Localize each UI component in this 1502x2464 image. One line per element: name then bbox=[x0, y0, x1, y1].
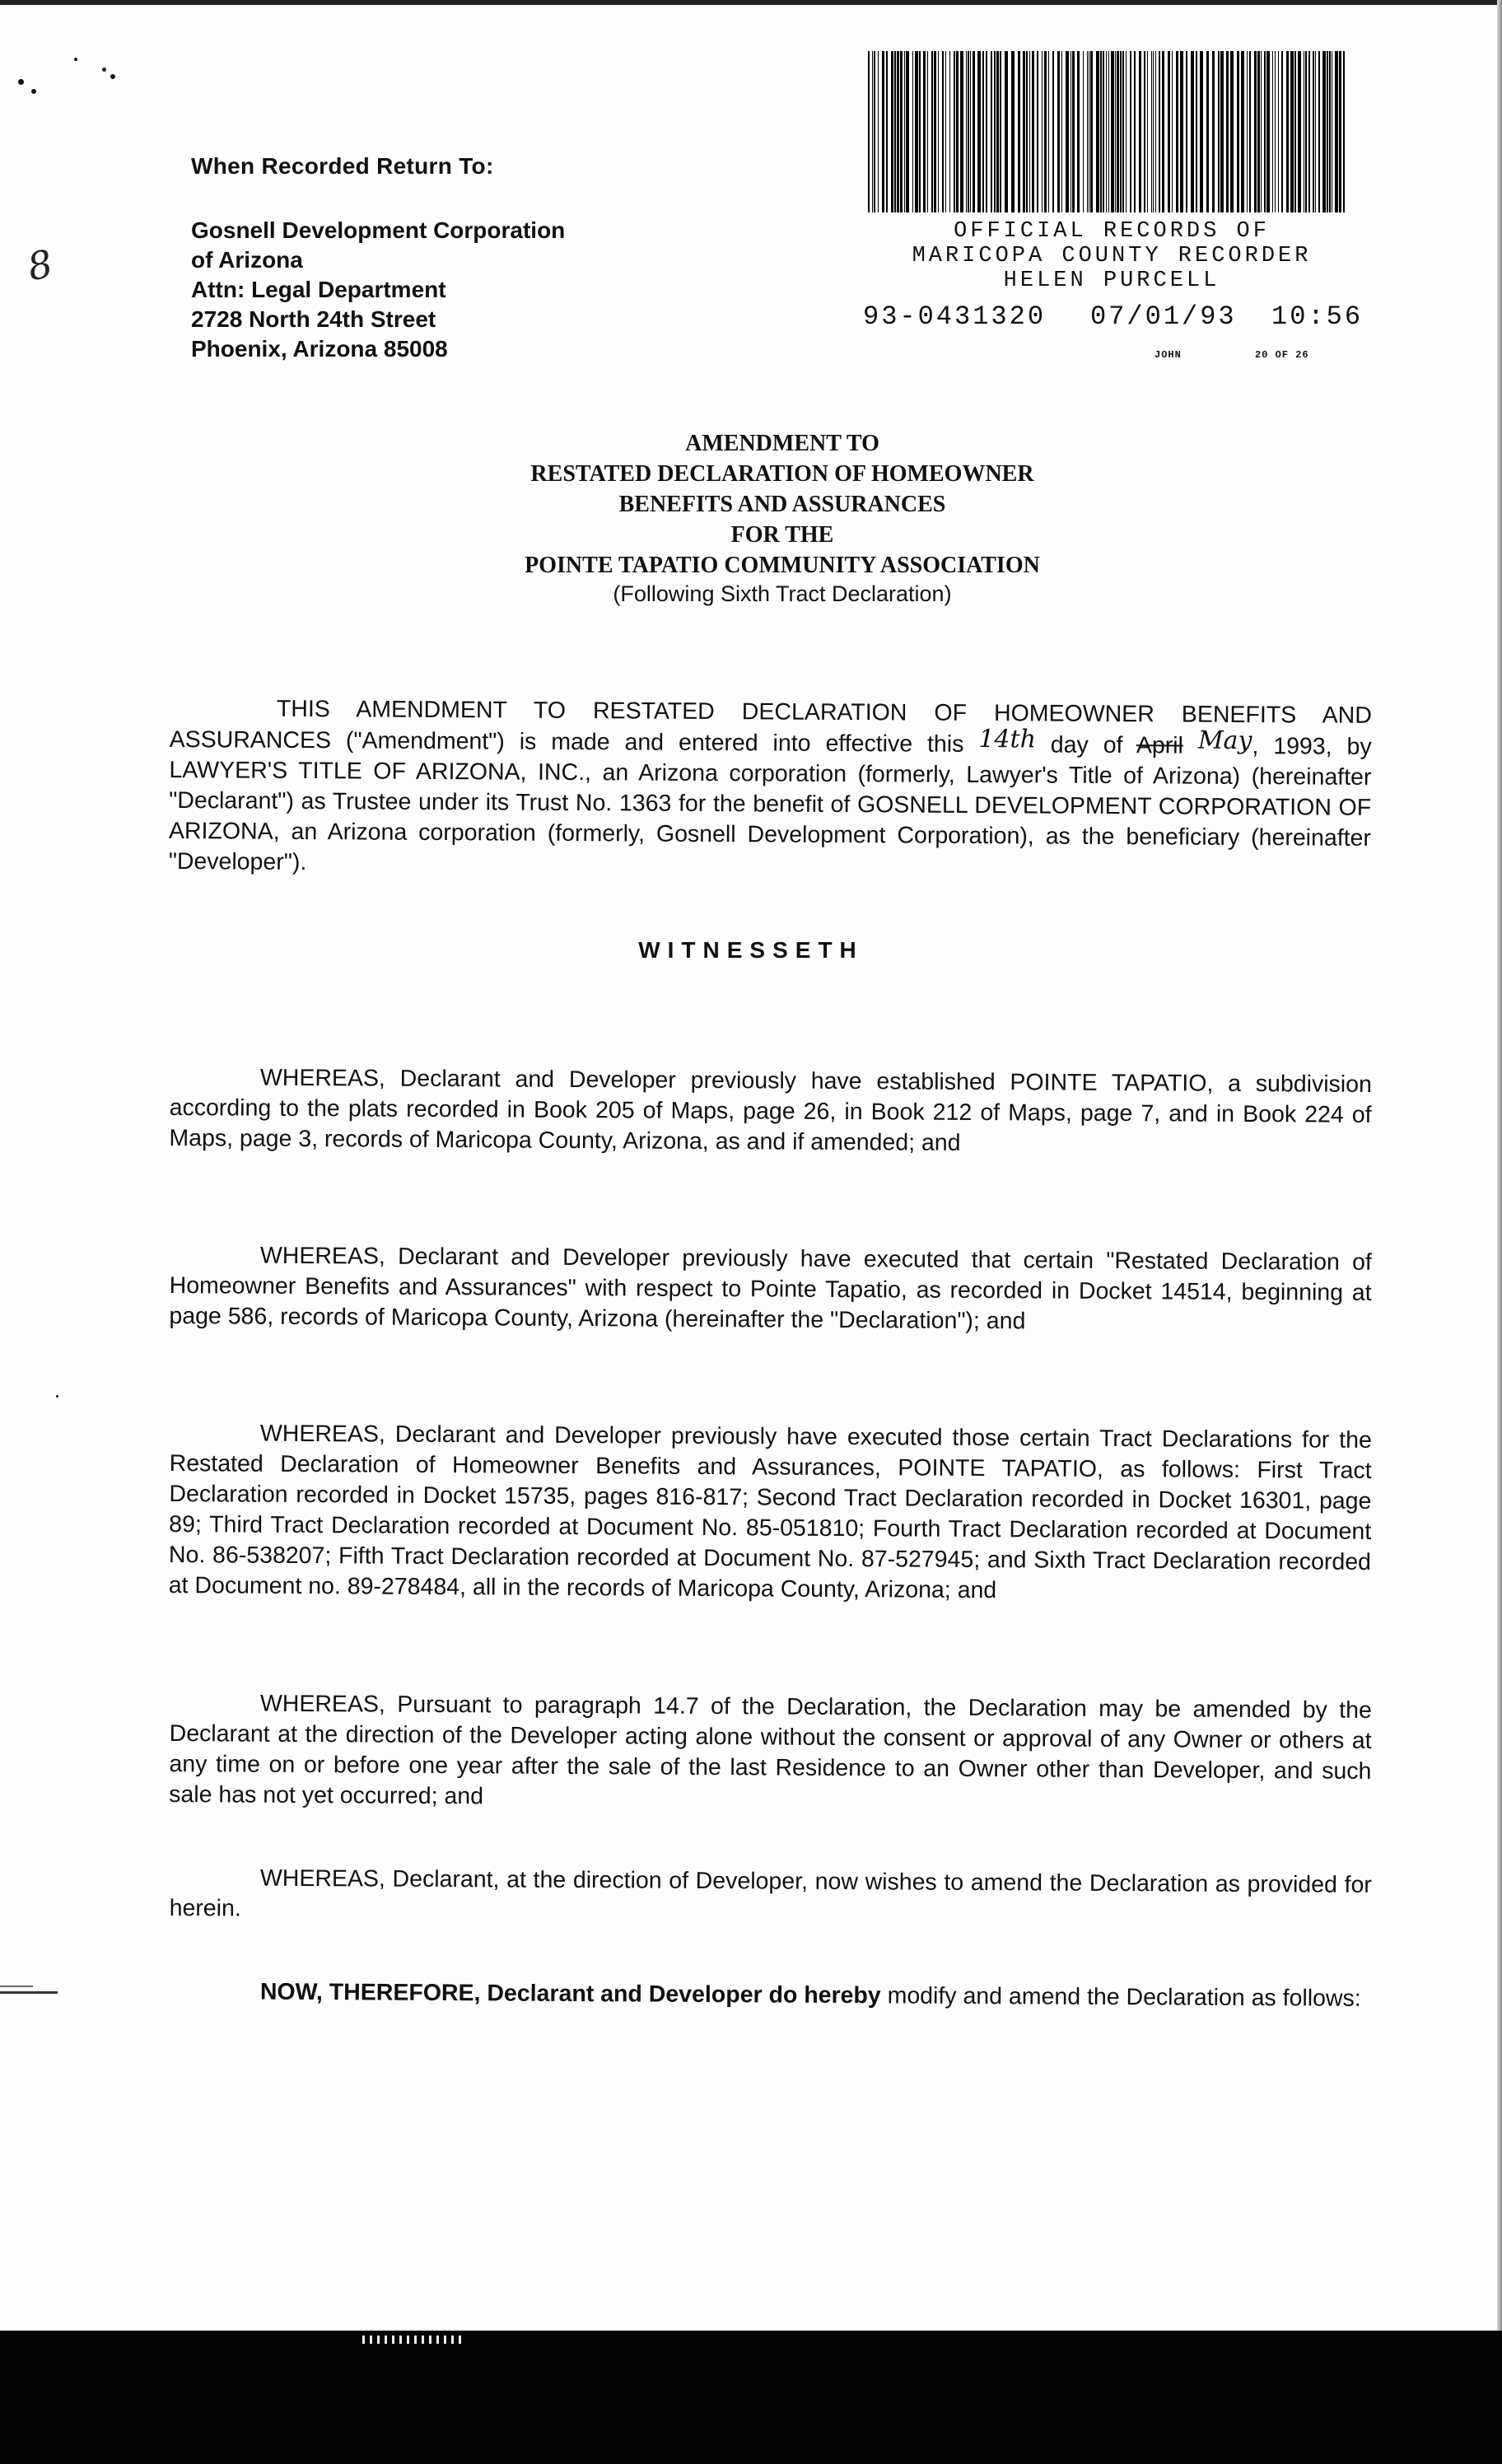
barcode-bar bbox=[886, 51, 888, 212]
barcode-bar bbox=[966, 51, 967, 212]
page-count: 20 OF 26 bbox=[1255, 349, 1309, 361]
barcode-bar bbox=[1281, 51, 1283, 212]
barcode-bar bbox=[1264, 51, 1266, 212]
barcode-bar bbox=[973, 51, 975, 212]
whereas-paragraph bbox=[169, 1240, 1372, 1339]
recorder-line: OFFICIAL RECORDS OF bbox=[954, 219, 1270, 244]
now-therefore-paragraph bbox=[170, 1976, 1372, 2014]
barcode-bar bbox=[1000, 51, 1001, 212]
title-line: POINTE TAPATIO COMMUNITY ASSOCIATION bbox=[525, 553, 1040, 578]
barcode-bar bbox=[874, 51, 875, 212]
barcode-bar bbox=[1032, 51, 1034, 212]
barcode-bar bbox=[1249, 51, 1251, 212]
barcode-bar bbox=[954, 51, 955, 212]
barcode-bar bbox=[1048, 51, 1049, 212]
barcode-bar bbox=[1134, 51, 1136, 212]
barcode-bar bbox=[1155, 51, 1156, 212]
barcode-bar bbox=[1191, 51, 1194, 212]
title-line: AMENDMENT TO bbox=[685, 431, 879, 456]
title-line: BENEFITS AND ASSURANCES bbox=[618, 492, 946, 517]
scan-speck bbox=[74, 58, 77, 61]
barcode-bar bbox=[1061, 51, 1062, 212]
barcode-bar bbox=[1108, 51, 1109, 212]
document-subtitle: (Following Sixth Tract Declaration) bbox=[613, 581, 952, 606]
barcode-bar bbox=[1052, 51, 1054, 212]
barcode bbox=[865, 51, 1350, 212]
barcode-bar bbox=[1200, 51, 1203, 212]
barcode-bar bbox=[1044, 51, 1047, 212]
barcode-bar bbox=[970, 51, 971, 212]
return-address-line: of Arizona bbox=[191, 247, 303, 273]
title-line: RESTATED DECLARATION OF HOMEOWNER bbox=[530, 461, 1034, 487]
barcode-bar bbox=[1005, 51, 1008, 212]
barcode-bar bbox=[894, 51, 896, 212]
barcode-bar bbox=[872, 51, 873, 212]
title-line: FOR THE bbox=[730, 522, 834, 548]
barcode-bar bbox=[1329, 51, 1331, 212]
barcode-bar bbox=[1261, 51, 1262, 212]
whereas-text: WHEREAS, Declarant and Developer previously have executed those certain Tract Declarations for the Restated Declaration of Homeowner Benefits and Assurances, POINTE TAPATIO, as follows: First Tract Declaration recorded in Docket 15735, pages 816-817; Second Tract Declaration recorded in Docket 16301, page 89; Third Tract Declaration recorded at Document No. 85-051810; Fourth Tract Declaration recorded at Document No. 86-538207; Fifth Tract Declaration recorded at Document No. 87-527945; and Sixth Tract Declaration recorded at Document no. 89-278484, all in the records of Maricopa County, Arizona; and bbox=[168, 1420, 1372, 1604]
recorder-stamp bbox=[856, 219, 1367, 293]
barcode-bar bbox=[1322, 51, 1326, 212]
scan-speck bbox=[110, 74, 115, 79]
barcode-bar bbox=[1087, 51, 1088, 212]
return-address-line: Gosnell Development Corporation bbox=[191, 217, 566, 243]
barcode-bar bbox=[1120, 51, 1122, 212]
document-title bbox=[329, 428, 1235, 581]
barcode-bar bbox=[912, 51, 913, 212]
barcode-bar bbox=[1162, 51, 1164, 212]
barcode-bar bbox=[1318, 51, 1320, 212]
barcode-bar bbox=[923, 51, 926, 212]
scan-top-edge bbox=[0, 0, 1502, 5]
barcode-bar bbox=[949, 51, 950, 212]
whereas-paragraph bbox=[169, 1062, 1372, 1161]
return-address bbox=[191, 216, 565, 364]
barcode-bar bbox=[1218, 51, 1220, 212]
scan-margin-mark bbox=[0, 1991, 58, 1994]
barcode-bar bbox=[900, 51, 903, 212]
barcode-bar bbox=[1106, 51, 1107, 212]
barcode-bar bbox=[1066, 51, 1069, 212]
margin-handwritten-note: 8 bbox=[23, 240, 57, 290]
barcode-bar bbox=[1230, 51, 1234, 212]
recording-date: 07/01/93 bbox=[1090, 301, 1237, 332]
whereas-text: WHEREAS, Pursuant to paragraph 14.7 of the Declaration, the Declaration may be amended by the Declarant at the direction of the Developer acting alone without the consent or approval of any Owner or others at any time on or before one year after the sale of the last Residence to an Owner other than Developer, and such sale has not yet occurred; and bbox=[169, 1690, 1372, 1810]
barcode-bar bbox=[945, 51, 946, 212]
scan-speck bbox=[56, 1395, 58, 1398]
barcode-bar bbox=[1130, 51, 1131, 212]
barcode-bar bbox=[1180, 51, 1183, 212]
barcode-bar bbox=[1029, 51, 1030, 212]
barcode-bar bbox=[931, 51, 933, 212]
intro-text: THIS AMENDMENT TO RESTATED DECLARATION OF HOMEOWNER BENEFITS AND ASSURANCES ("Amendment") is made and entered into effective this bbox=[169, 695, 1372, 758]
barcode-bar bbox=[882, 51, 884, 212]
recorder-clerk: JOHN bbox=[1154, 349, 1182, 361]
barcode-bar bbox=[1151, 51, 1152, 212]
barcode-bar bbox=[1305, 51, 1307, 212]
barcode-bar bbox=[1096, 51, 1099, 212]
witnesseth-heading: WITNESSETH bbox=[638, 937, 864, 963]
barcode-bar bbox=[1308, 51, 1310, 212]
barcode-bar bbox=[1339, 51, 1341, 212]
barcode-bar bbox=[1266, 51, 1270, 212]
barcode-bar bbox=[1327, 51, 1328, 212]
barcode-bar bbox=[982, 51, 984, 212]
now-therefore-text: modify and amend the Declaration as follows: bbox=[880, 1982, 1361, 2012]
barcode-bar bbox=[1237, 51, 1239, 212]
return-address-line: Phoenix, Arizona 85008 bbox=[191, 336, 448, 362]
whereas-paragraph bbox=[170, 1863, 1372, 1931]
barcode-bar bbox=[1159, 51, 1160, 212]
intro-text: , 1993, by LAWYER'S TITLE OF ARIZONA, INC., an Arizona corporation (formerly, Lawyer's Title of Arizona) (hereinafter "Declarant") as Trustee under its Trust No. 1363 for the benefit of GOSNELL DEVELOPMENT CORPORATION OF ARIZONA, an Arizona corporation (formerly, Gosnell Development Corporation), as the beneficiary (hereinafter "Developer"). bbox=[168, 733, 1372, 876]
barcode-bar bbox=[1117, 51, 1119, 212]
barcode-bar bbox=[1290, 51, 1294, 212]
barcode-bar bbox=[1206, 51, 1209, 212]
scan-speck bbox=[102, 68, 106, 72]
barcode-bar bbox=[1077, 51, 1080, 212]
barcode-bar bbox=[1294, 51, 1296, 212]
now-therefore-lead: NOW, THEREFORE, Declarant and Developer do hereby bbox=[259, 1978, 881, 2009]
barcode-bar bbox=[1335, 51, 1338, 212]
barcode-bar bbox=[942, 51, 944, 212]
recorder-line: HELEN PURCELL bbox=[1003, 268, 1220, 293]
scan-specks bbox=[362, 2336, 461, 2344]
whereas-paragraph bbox=[169, 1418, 1372, 1608]
barcode-bar bbox=[897, 51, 899, 212]
barcode-bar bbox=[1278, 51, 1279, 212]
barcode-bar bbox=[1315, 51, 1316, 212]
barcode-bar bbox=[868, 51, 870, 212]
barcode-bar bbox=[1172, 51, 1173, 212]
barcode-bar bbox=[960, 51, 963, 212]
barcode-bar bbox=[1100, 51, 1102, 212]
barcode-bar bbox=[1090, 51, 1093, 212]
barcode-bar bbox=[1254, 51, 1257, 212]
barcode-bar bbox=[904, 51, 905, 212]
barcode-bar bbox=[991, 51, 992, 212]
barcode-bar bbox=[1226, 51, 1229, 212]
barcode-bar bbox=[1023, 51, 1025, 212]
barcode-bar bbox=[934, 51, 936, 212]
return-to-heading: When Recorded Return To: bbox=[191, 153, 494, 179]
scan-margin-mark bbox=[0, 1986, 33, 1987]
recorder-line: MARICOPA COUNTY RECORDER bbox=[912, 244, 1312, 268]
barcode-bar bbox=[927, 51, 928, 212]
barcode-bar bbox=[906, 51, 909, 212]
return-address-line: 2728 North 24th Street bbox=[191, 306, 436, 332]
barcode-bar bbox=[968, 51, 969, 212]
barcode-bar bbox=[1018, 51, 1020, 212]
barcode-bar bbox=[919, 51, 921, 212]
barcode-bar bbox=[891, 51, 893, 212]
barcode-bar bbox=[1147, 51, 1148, 212]
barcode-bar bbox=[1220, 51, 1224, 212]
return-address-line: Attn: Legal Department bbox=[191, 277, 446, 302]
barcode-bar bbox=[1042, 51, 1043, 212]
whereas-paragraph bbox=[169, 1688, 1372, 1818]
whereas-text: WHEREAS, Declarant and Developer previously have established POINTE TAPATIO, a subdivision according to the plats recorded in Book 205 of Maps, page 26, in Book 212 of Maps, page 7, and in Book 224 of Maps, page 3, records of Maricopa County, Arizona, as and if amended; and bbox=[169, 1064, 1372, 1156]
barcode-bar bbox=[1153, 51, 1154, 212]
intro-text: day of bbox=[1035, 731, 1136, 759]
scan-speck bbox=[18, 79, 24, 85]
barcode-bar bbox=[1103, 51, 1104, 212]
barcode-bar bbox=[1241, 51, 1244, 212]
barcode-bar bbox=[1057, 51, 1060, 212]
barcode-bar bbox=[1168, 51, 1170, 212]
barcode-bar bbox=[996, 51, 999, 212]
barcode-bar bbox=[938, 51, 939, 212]
barcode-bar bbox=[1247, 51, 1248, 212]
scan-right-edge bbox=[1497, 0, 1502, 2464]
struck-month: April bbox=[1136, 732, 1183, 759]
barcode-bar bbox=[1083, 51, 1084, 212]
barcode-bar bbox=[1026, 51, 1028, 212]
barcode-bar bbox=[1286, 51, 1289, 212]
scan-bottom-band bbox=[0, 2331, 1502, 2464]
barcode-bar bbox=[1343, 51, 1345, 212]
handwritten-month: May bbox=[1197, 726, 1252, 756]
recording-time: 10:56 bbox=[1271, 301, 1364, 332]
barcode-bar bbox=[1313, 51, 1314, 212]
barcode-bar bbox=[1115, 51, 1116, 212]
barcode-bar bbox=[1037, 51, 1038, 212]
barcode-bar bbox=[1275, 51, 1276, 212]
barcode-bar bbox=[1257, 51, 1260, 212]
barcode-bar bbox=[1196, 51, 1197, 212]
whereas-text: WHEREAS, Declarant and Developer previously have executed that certain "Restated Declaration of Homeowner Benefits and Assurances" with respect to Pointe Tapatio, as recorded in Docket 14514, beginning at page 586, records of Maricopa County, Arizona (hereinafter the "Declaration"); and bbox=[169, 1242, 1372, 1335]
barcode-bar bbox=[878, 51, 879, 212]
barcode-bar bbox=[986, 51, 987, 212]
handwritten-day: 14th bbox=[978, 725, 1037, 754]
barcode-bar bbox=[1144, 51, 1145, 212]
document-number: 93-0431320 bbox=[863, 301, 1047, 332]
barcode-bar bbox=[977, 51, 981, 212]
barcode-bar bbox=[1272, 51, 1273, 212]
barcode-bar bbox=[1212, 51, 1215, 212]
barcode-bar bbox=[1072, 51, 1075, 212]
barcode-bar bbox=[994, 51, 996, 212]
barcode-bar bbox=[1139, 51, 1141, 212]
barcode-bar bbox=[1186, 51, 1187, 212]
barcode-bar bbox=[1111, 51, 1114, 212]
scan-speck bbox=[31, 89, 36, 94]
barcode-bar bbox=[1122, 51, 1124, 212]
barcode-bar bbox=[915, 51, 918, 212]
whereas-text: WHEREAS, Declarant, at the direction of Developer, now wishes to amend the Declaration as provided for herein. bbox=[169, 1864, 1372, 1922]
intro-paragraph bbox=[169, 693, 1372, 884]
barcode-bar bbox=[1298, 51, 1301, 212]
barcode-bar bbox=[1176, 51, 1178, 212]
barcode-bar bbox=[1011, 51, 1015, 212]
barcode-bar bbox=[956, 51, 959, 212]
